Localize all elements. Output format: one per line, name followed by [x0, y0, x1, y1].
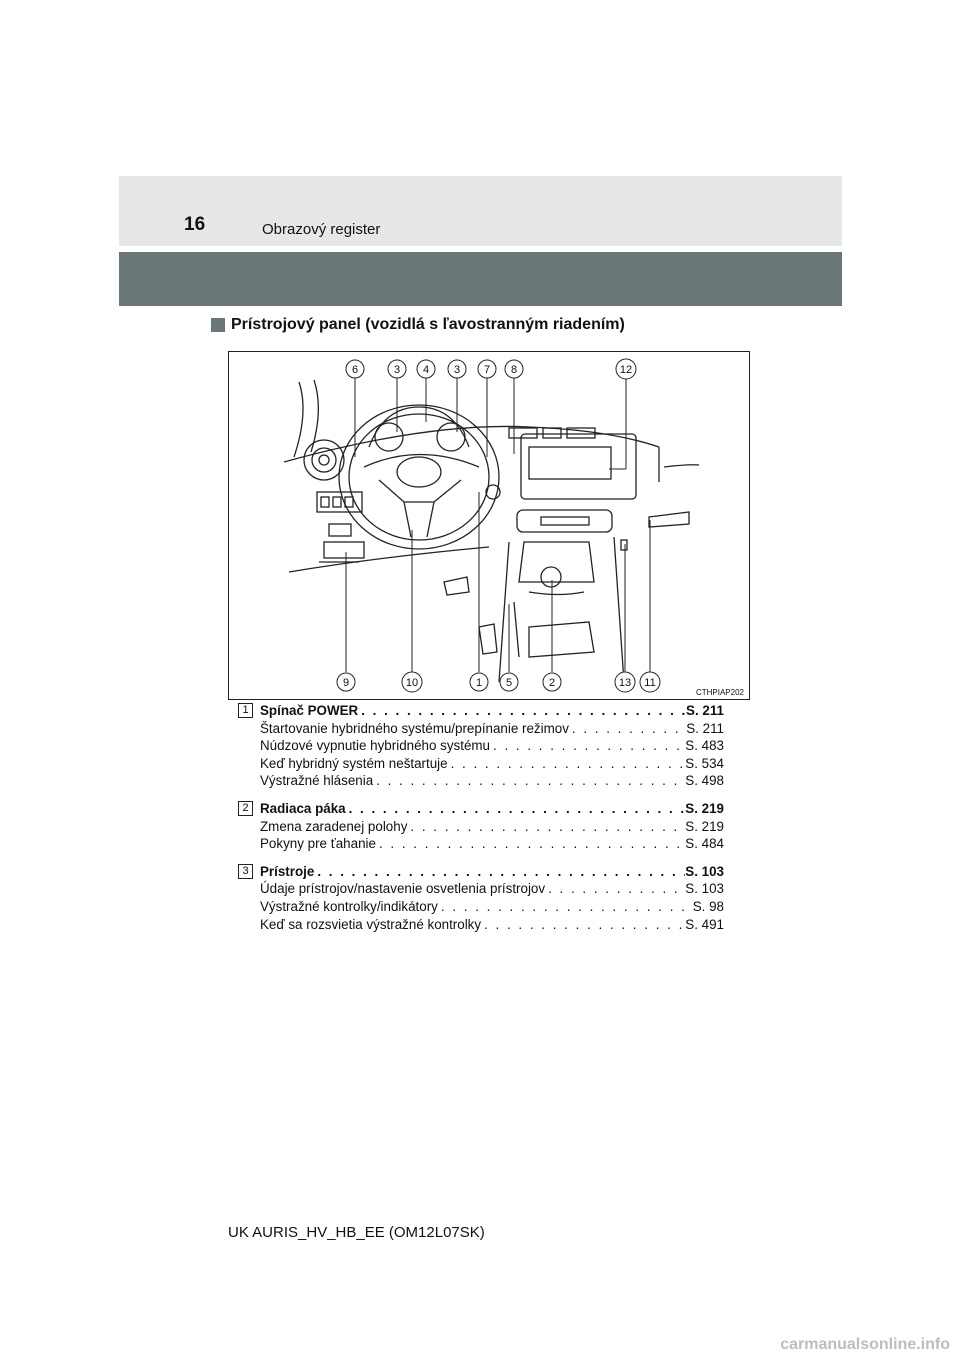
svg-text:10: 10	[405, 677, 419, 689]
callout-13	[615, 672, 635, 692]
callout-1	[470, 673, 488, 691]
entry-number: 3	[238, 864, 253, 879]
sub-line	[260, 818, 724, 836]
sub-text: Núdzové vypnutie hybridného systému	[260, 738, 491, 754]
svg-text:11: 11	[644, 677, 656, 689]
sub-text: Keď hybridný systém neštartuje	[260, 755, 448, 771]
entry-title: Prístroje	[260, 863, 315, 879]
callout-12	[616, 359, 636, 379]
callout-6	[346, 360, 364, 378]
sub-line	[260, 835, 724, 853]
dashboard-figure	[228, 351, 750, 700]
callout-8	[505, 360, 523, 378]
callout-11	[640, 672, 660, 692]
svg-text:2: 2	[548, 677, 556, 689]
sub-line	[260, 720, 724, 738]
sub-page: S. 211	[686, 720, 724, 736]
heading-square-icon	[211, 318, 225, 332]
sub-page: S. 491	[685, 916, 724, 932]
entry-number: 2	[238, 801, 253, 816]
sub-line	[260, 772, 724, 790]
svg-text:13: 13	[618, 677, 632, 689]
leader-dots	[438, 898, 693, 916]
sub-page: S. 103	[685, 881, 724, 897]
callout-3a	[388, 360, 406, 378]
footer-code: UK AURIS_HV_HB_EE (OM12L07SK)	[228, 1224, 485, 1241]
svg-text:7: 7	[483, 364, 491, 376]
sub-line	[260, 737, 724, 755]
sub-page: S. 98	[692, 898, 724, 914]
svg-text:8: 8	[510, 364, 518, 376]
leader-dots	[373, 772, 685, 790]
callout-10	[402, 672, 422, 692]
svg-text:3: 3	[453, 364, 461, 376]
sub-page: S. 498	[685, 773, 724, 789]
heading-text: Prístrojový panel (vozidlá s ľavostranným riadením)	[231, 316, 625, 333]
entry-page: S. 219	[685, 800, 724, 816]
sub-text: Výstražné hlásenia	[260, 773, 374, 789]
sub-page: S. 534	[685, 755, 724, 771]
sub-text: Údaje prístrojov/nastavenie osvetlenia prístrojov	[260, 881, 546, 897]
svg-text:4: 4	[422, 364, 430, 376]
leader-dots	[358, 702, 686, 720]
callout-7	[478, 360, 496, 378]
section-title: Obrazový register	[262, 221, 381, 238]
svg-text:3: 3	[393, 364, 401, 376]
callout-3b	[448, 360, 466, 378]
callout-4	[417, 360, 435, 378]
entry-2	[238, 800, 724, 853]
leader-dots	[314, 863, 685, 881]
leader-dots	[569, 720, 686, 738]
sub-page: S. 483	[685, 738, 724, 754]
entry-title: Radiaca páka	[260, 800, 346, 816]
page-number: 16	[184, 214, 206, 235]
section-heading	[211, 316, 625, 334]
leader-dots	[481, 916, 685, 934]
leader-dots	[448, 755, 686, 773]
callout-5	[500, 673, 518, 691]
sub-line	[260, 880, 724, 898]
entry-title-line	[260, 863, 724, 881]
callout-9	[337, 673, 355, 691]
entry-page: S. 211	[686, 703, 724, 718]
dashboard-illustration	[229, 352, 749, 699]
sub-text: Pokyny pre ťahanie	[260, 836, 376, 852]
sub-text: Keď sa rozsvietia výstražné kontrolky	[260, 916, 482, 932]
svg-text:12: 12	[619, 364, 633, 376]
sub-text: Štartovanie hybridného systému/prepínanie režimov	[260, 720, 569, 736]
leader-dots	[346, 800, 686, 818]
leader-dots	[407, 818, 685, 836]
entry-title-line	[260, 702, 724, 720]
entry-page: S. 103	[685, 863, 724, 879]
svg-text:5: 5	[505, 677, 513, 689]
leader-dots	[490, 737, 685, 755]
entry-1	[238, 702, 724, 790]
header-bar	[119, 252, 842, 306]
sub-page: S. 484	[685, 836, 724, 852]
entry-3	[238, 863, 724, 933]
svg-text:1: 1	[475, 677, 483, 689]
figure-code: CTHPIAP202	[695, 688, 744, 697]
sub-line	[260, 898, 724, 916]
leader-dots	[545, 880, 685, 898]
leader-dots	[376, 835, 685, 853]
sub-line	[260, 755, 724, 773]
sub-page: S. 219	[685, 818, 724, 834]
entry-title: Spínač POWER	[260, 703, 359, 718]
entry-number: 1	[238, 703, 253, 718]
entry-title-line	[260, 800, 724, 818]
svg-text:6: 6	[351, 364, 359, 376]
sub-text: Zmena zaradenej polohy	[260, 818, 408, 834]
header-band	[119, 176, 842, 246]
callout-2	[543, 673, 561, 691]
sub-text: Výstražné kontrolky/indikátory	[260, 898, 438, 914]
watermark: carmanualsonline.info	[780, 1336, 950, 1353]
svg-text:9: 9	[342, 677, 350, 689]
entry-list	[238, 702, 724, 943]
sub-line	[260, 916, 724, 934]
